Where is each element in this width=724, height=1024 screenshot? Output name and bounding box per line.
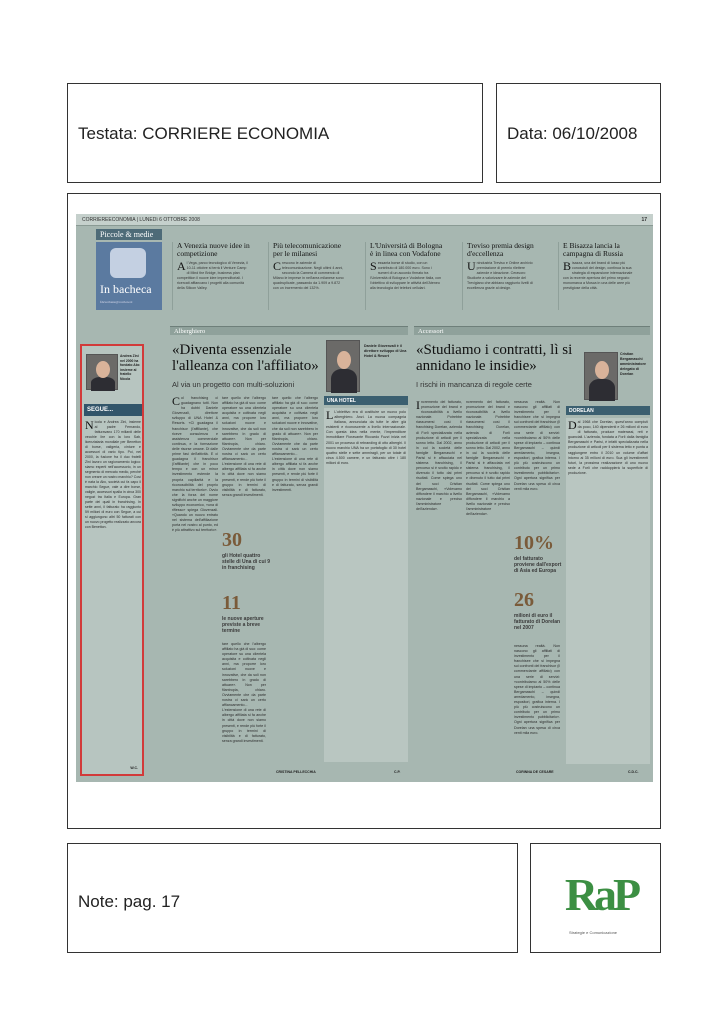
brief-4: [462, 242, 542, 310]
logo-mark: RaP: [564, 869, 638, 920]
right-stat1-value: 10%: [514, 532, 554, 554]
segue-sidebar: [80, 344, 144, 776]
segue-label: SEGUE...: [84, 404, 142, 416]
right-deck: I rischi in mancanza di regole certe: [416, 380, 532, 389]
section-title: Piccole & medie: [96, 229, 162, 240]
right-body-col3a: nessuna realtà. Non nascono gli affiliati di investimento per il franchisee che si impegna sui confronti del franchisor (il commerciante affiliato) con una serie di servizi: «contribuiamo al 50% delle spese di impianto – continua Bergamaschi – quindi arredamento, insegna, espositori, grafica interna. I più più costruiscono un contributo per un primo investimento pubblicitario». Ogni apertura significa per Dorelan una spesa di circa venti mila euro.: [514, 400, 560, 491]
caption-cristian-bergamaschi: Cristian Bergamaschi amministratore delegato di Dorelan: [620, 352, 646, 376]
right-stat1-label: del fatturato proviene dall'export di Asia ed Europa: [514, 556, 562, 574]
left-body-col2b: tare quello che l'albergo affiliato ha già di suo: come operatore su una clientela acquisita e coltivata negli anni, ma proporre loro soluzioni nuove e innovative, che da soli non sarebbero in grado di attuare». Non per filantropia, chiaro. Ovviamente che da parte nostra ci sarà un certo affiancamento... L'estensione di una rete di albergo affiliata si fa anche in città dove non siamo presenti, e rende più forte il gruppo in termini di visibilità e di fatturato, senza grandi investimenti.: [222, 642, 266, 743]
right-headline: «Studiamo i contratti, lì si annidano le insidie»: [416, 342, 573, 374]
una-hotel-label: UNA HOTEL: [324, 396, 408, 405]
portrait-andrea-zini: [86, 354, 118, 390]
note-box: [67, 843, 518, 953]
brief-initial: A: [177, 259, 186, 273]
testata-label: Testata: CORRIERE ECONOMIA: [78, 124, 330, 143]
segue-text: icola e Andrea Zini, insieme al padre Fernando, fatturavano 170 miliardi delle vecchie lire con la loro Sab, licenziataria mondiale per Benetton di borse, valigeria, cinture e accessori di vario tipo. Poi, nel 2000, la fusione fra il duo fratelli Zini lavoro un ragionamento logico: siamo esperti nell'accessorio, in un segmento di mercato medio, perché non creare un nostro marchio? Così è nata la Abc, società cui fa capo il marchio Segue, vale a dire borse, valigie, accessori spalla in circa 300 negozi tra Italia e Europa. Gran parte dei quali in franchising. In sette anni, il fatturato ha raggiunto 59 milioni di euro con Segue, a cui si aggiungono altri 50 fatturati con un nuovo progetto realizzato ancora con Benetton.: [85, 420, 141, 529]
brief-5: [558, 242, 638, 310]
section-label: Alberghiero: [174, 328, 206, 335]
segue-initial: N: [85, 420, 94, 432]
right-body-col4: Dal 1968 che Dorelan, quest'anno compiuti da poco, 140 dipendenti e 26 milioni di euro di fatturato, produce materassi, reti e guanciali. L'azienda, fondata a Forlì dalla famiglia Bergamaschi e Parisi, è infatti specializzata nella produzione di articoli per il sistema letto e punta a raggiungere entro il 2010 un volume d'affari intorno ai 35 milioni di euro. Sua gli investimenti futuri, la prossima realizzazione di uno nuovo sede a Forlì che raddoppierà la superficie di produzione.: [566, 418, 650, 764]
left-headline: «Diventa essenziale l'alleanza con l'affiliato»: [172, 342, 319, 374]
right-signoff-author: CORINNA DE CESARE: [516, 770, 554, 774]
bacheca-image: [110, 248, 146, 278]
brief-text: isazza, una dei brand di lusso più conosciuti del design, continua la sua strategia di espansione internazionale con la recente apertura del primo negozio monomarca a Mosca in una delle aree più prestigiose della città.: [563, 261, 633, 290]
section-label: Accessori: [418, 328, 444, 335]
brief-title: A Venezia nuove idee in competizione: [177, 241, 250, 258]
left-stat2-value: 11: [222, 592, 241, 614]
brief-text: l Vega, parco tecnologico di Venezia, il 10-11 ottobre si terrà il Venture Camp di Mind the Bridge, business plan competition il nuove idee imprenditoriali. I ricercati affiancano i progetti alla comunità della Silicon Valley.: [177, 261, 249, 290]
newspaper-clipping: [76, 214, 653, 782]
right-stat2-value: 26: [514, 589, 534, 611]
page-header-left: CORRIEREECONOMIA | LUNEDì 6 OTTOBRE 2008: [82, 217, 200, 223]
bacheca-box: [96, 242, 162, 310]
left-body-col3: tare quello che l'albergo affiliato ha già di suo: come operatore su una clientela acquisita e coltivata negli anni, ma proporre loro soluzioni nuove e innovative, che da soli non sarebbero in grado di attuare». Non per filantropia, chiaro. Ovviamente che da parte nostra ci sarà un certo affiancamento... L'estensione di una rete di albergo affiliata si fa anche in città dove non siamo presenti, e rende più forte il gruppo in termini di visibilità e di fatturato, senza grandi investimenti.: [272, 396, 318, 492]
brief-initial: C: [273, 259, 282, 273]
brief-title: L'Università di Bologna è in linea con Vodafone: [370, 241, 443, 258]
portrait-cristian-bergamaschi: [584, 352, 618, 400]
page-header: [76, 214, 653, 226]
left-stat2-label: le nuove aperture previste a breve termine: [222, 616, 264, 634]
brief-text: essanta borse di studio, con un contributo di 180.000 euro. Sono i numeri di un accordo firmato tra l'Università di Bologna e Vodafone Italia, con l'obiettivo di sviluppare le attività dell'Ateneo alla tecnologia dei telefoni cellulari.: [370, 261, 442, 290]
logo-tagline: Strategie e Comunicazione: [569, 930, 618, 935]
left-signoff-initials: C.P.: [394, 770, 401, 774]
right-signoff-initials: C.D.C.: [628, 770, 639, 774]
section-bar-alberghiero: [170, 326, 408, 335]
bacheca-sub: fdeverbenz@corriere.it: [100, 300, 133, 304]
segue-body: [85, 420, 141, 756]
left-signoff-author: CRISTINA PELLECCHIA: [276, 770, 316, 774]
dorelan-label: DORELAN: [566, 406, 650, 415]
bacheca-title: In bacheca: [100, 282, 152, 296]
segue-signoff: W.C.: [130, 766, 138, 770]
testata-box: [67, 83, 483, 183]
brief-text: rescono le aziende di telecomunicazione. Negli ultimi 4 anni, secondo la Camera di commercio di Milano le imprese in nell'area milanese sono quadruplicate, passando da 1.909 a 9.872 con un incremento del 132%.: [273, 261, 344, 290]
right-stat2-label: milioni di euro il fatturato di Dorelan nel 2007: [514, 613, 561, 631]
left-deck: Al via un progetto con multi-soluzioni: [172, 380, 295, 389]
caption-andrea-zini: Andrea Zini nel 2000 ha fondato Abc insieme al fratello Nicola: [120, 354, 140, 381]
brief-title: E Bisazza lancia la campagna di Russia: [563, 241, 623, 258]
left-body-col1: Col franchising ci guadagnano tutti. Non ha dubbi Daniele Giovenzali, direttore sviluppo di UNA Hotel & Resorts. «Ci guadagna il franchisor (l'affiliante), che riceve consulenza e assistenza commerciale continua, e la formazione delle risorse umane. Di dalle prime fasi dell'attività. E ci guadagna il franchisor (l'affiliante) che in poco tempo e con un minor investimento estende la propria capillarità e la riconoscibilità del proprio marchio sul territorio». Ovvio che la forza del nome significhi anche un maggiore sviluppo economico, «una di riflesso» spiega Giovenzali. «Quando un nuovo entrato nel sistema dell'affiliazione porta nel nostro al punto, ed è più attrattivo sul territorio».: [172, 396, 218, 533]
brief-initial: U: [467, 259, 476, 273]
brief-initial: B: [563, 259, 572, 273]
data-label: Data: 06/10/2008: [507, 124, 638, 143]
brief-initial: S: [370, 259, 377, 273]
data-box: [496, 83, 661, 183]
right-body-col2: ncremento del fatturato, promozione del brand e riconoscibilità a livello nazionale. Potrebbe riassumersi così il franchising Dorelan, azienda di Forlì specializzata nella produzione di articoli per il sonno letto. Dal 2002, anno in cui la società delle famiglie Bergamaschi e Parisi si è affacciata nel sistema franchising, il percorso si è svolto rapido e divenuto il tutto dai primi risultati. Come spiega uno dei soci Cristian Bergamaschi, «Volevamo diffondere il marchio a livello nazionale e preciso l'amministratore dell'azienda».: [466, 400, 510, 517]
left-body-col4: L L'obiettivo era di costituire un nuovo polo alberghiero. Anzi. La nuova compagnia italiana, annunciata da tutte le altre già esistenti e riconoscente a livello internazionale. Con questa idea nella mente, l'imprenditore immobiliare Fioravante Riccardo Fuzzi inizia nel 2001 un processo di rebranding di otto alberghi. Il nuovo marchio UNA ha un portafoglio di 30 hotel quattro stelle e sette ammiragli, per un totale di circa 4.500 camere, e un fatturato oltre i 180 milioni di euro.: [324, 408, 408, 762]
section-bar-accessori: [414, 326, 650, 335]
note-label: Note: pag. 17: [78, 892, 181, 911]
brief-1: [172, 242, 252, 310]
caption-daniele-giovenzali: Daniele Giovenzali è il direttore sviluppo di Una Hotel & Resort: [364, 344, 407, 358]
brief-title: Treviso premia design d'eccellenza: [467, 241, 534, 258]
brief-3: [365, 242, 445, 310]
right-body-col1: Incremento del fatturato, promozione del brand e riconoscibilità a livello nazionale. Potrebbe riassumersi così il franchising Dorelan, azienda di Forlì specializzata nella produzione di articoli per il sonno letto. Dal 2002, anno in cui la società delle famiglie Bergamaschi e Parisi si è affacciata nel sistema franchising, il percorso si è svolto rapido e divenuto il tutto dai primi risultati. Come spiega uno dei soci Cristian Bergamaschi, «Volevamo diffondere il marchio a livello nazionale e preciso l'amministratore dell'azienda».: [416, 400, 462, 511]
brief-2: [268, 242, 348, 310]
rap-logo: [553, 866, 649, 938]
left-body-col2: tare quello che l'albergo affiliato ha già di suo: come operatore su una clientela acquisita e coltivata negli anni, ma proporre loro soluzioni nuove e innovative, che da soli non sarebbero in grado di attuare». Non per filantropia, chiaro. Ovviamente che da parte nostra ci sarà un certo affiancamento... L'estensione di una rete di albergo affiliata si fa anche in città dove non siamo presenti, e rende più forte il gruppo in termini di visibilità e di fatturato, senza grandi investimenti.: [222, 396, 266, 497]
right-body-col3b: nessuna realtà. Non nascono gli affiliati di investimento per il franchisee che si impegna sui confronti del franchisor (il commerciante affiliato) con una serie di servizi: «contribuiamo al 50% delle spese di impianto – continua Bergamaschi – quindi arredamento, insegna, espositori, grafica interna. I più più costruiscono un contributo per un primo investimento pubblicitario». Ogni apertura significa per Dorelan una spesa di circa venti mila euro.: [514, 644, 560, 735]
portrait-daniele-giovenzali: [326, 340, 360, 392]
brief-title: Più telecomunicazione per le milanesi: [273, 241, 342, 258]
left-stat1-value: 30: [222, 529, 242, 551]
page-number: 17: [641, 217, 647, 223]
left-stat1-label: gli Hotel quattro stelle di Una di cui 9 in franchising: [222, 553, 271, 571]
brief-text: nindustria Treviso e Online archivio premiazione di premio rilettere aziende e ideazione. Ceravoro Studiorte a valorizzare le aziende del Trevigiano che abbiano raggiunto livelli di eccellenza grazie al design.: [467, 261, 533, 290]
